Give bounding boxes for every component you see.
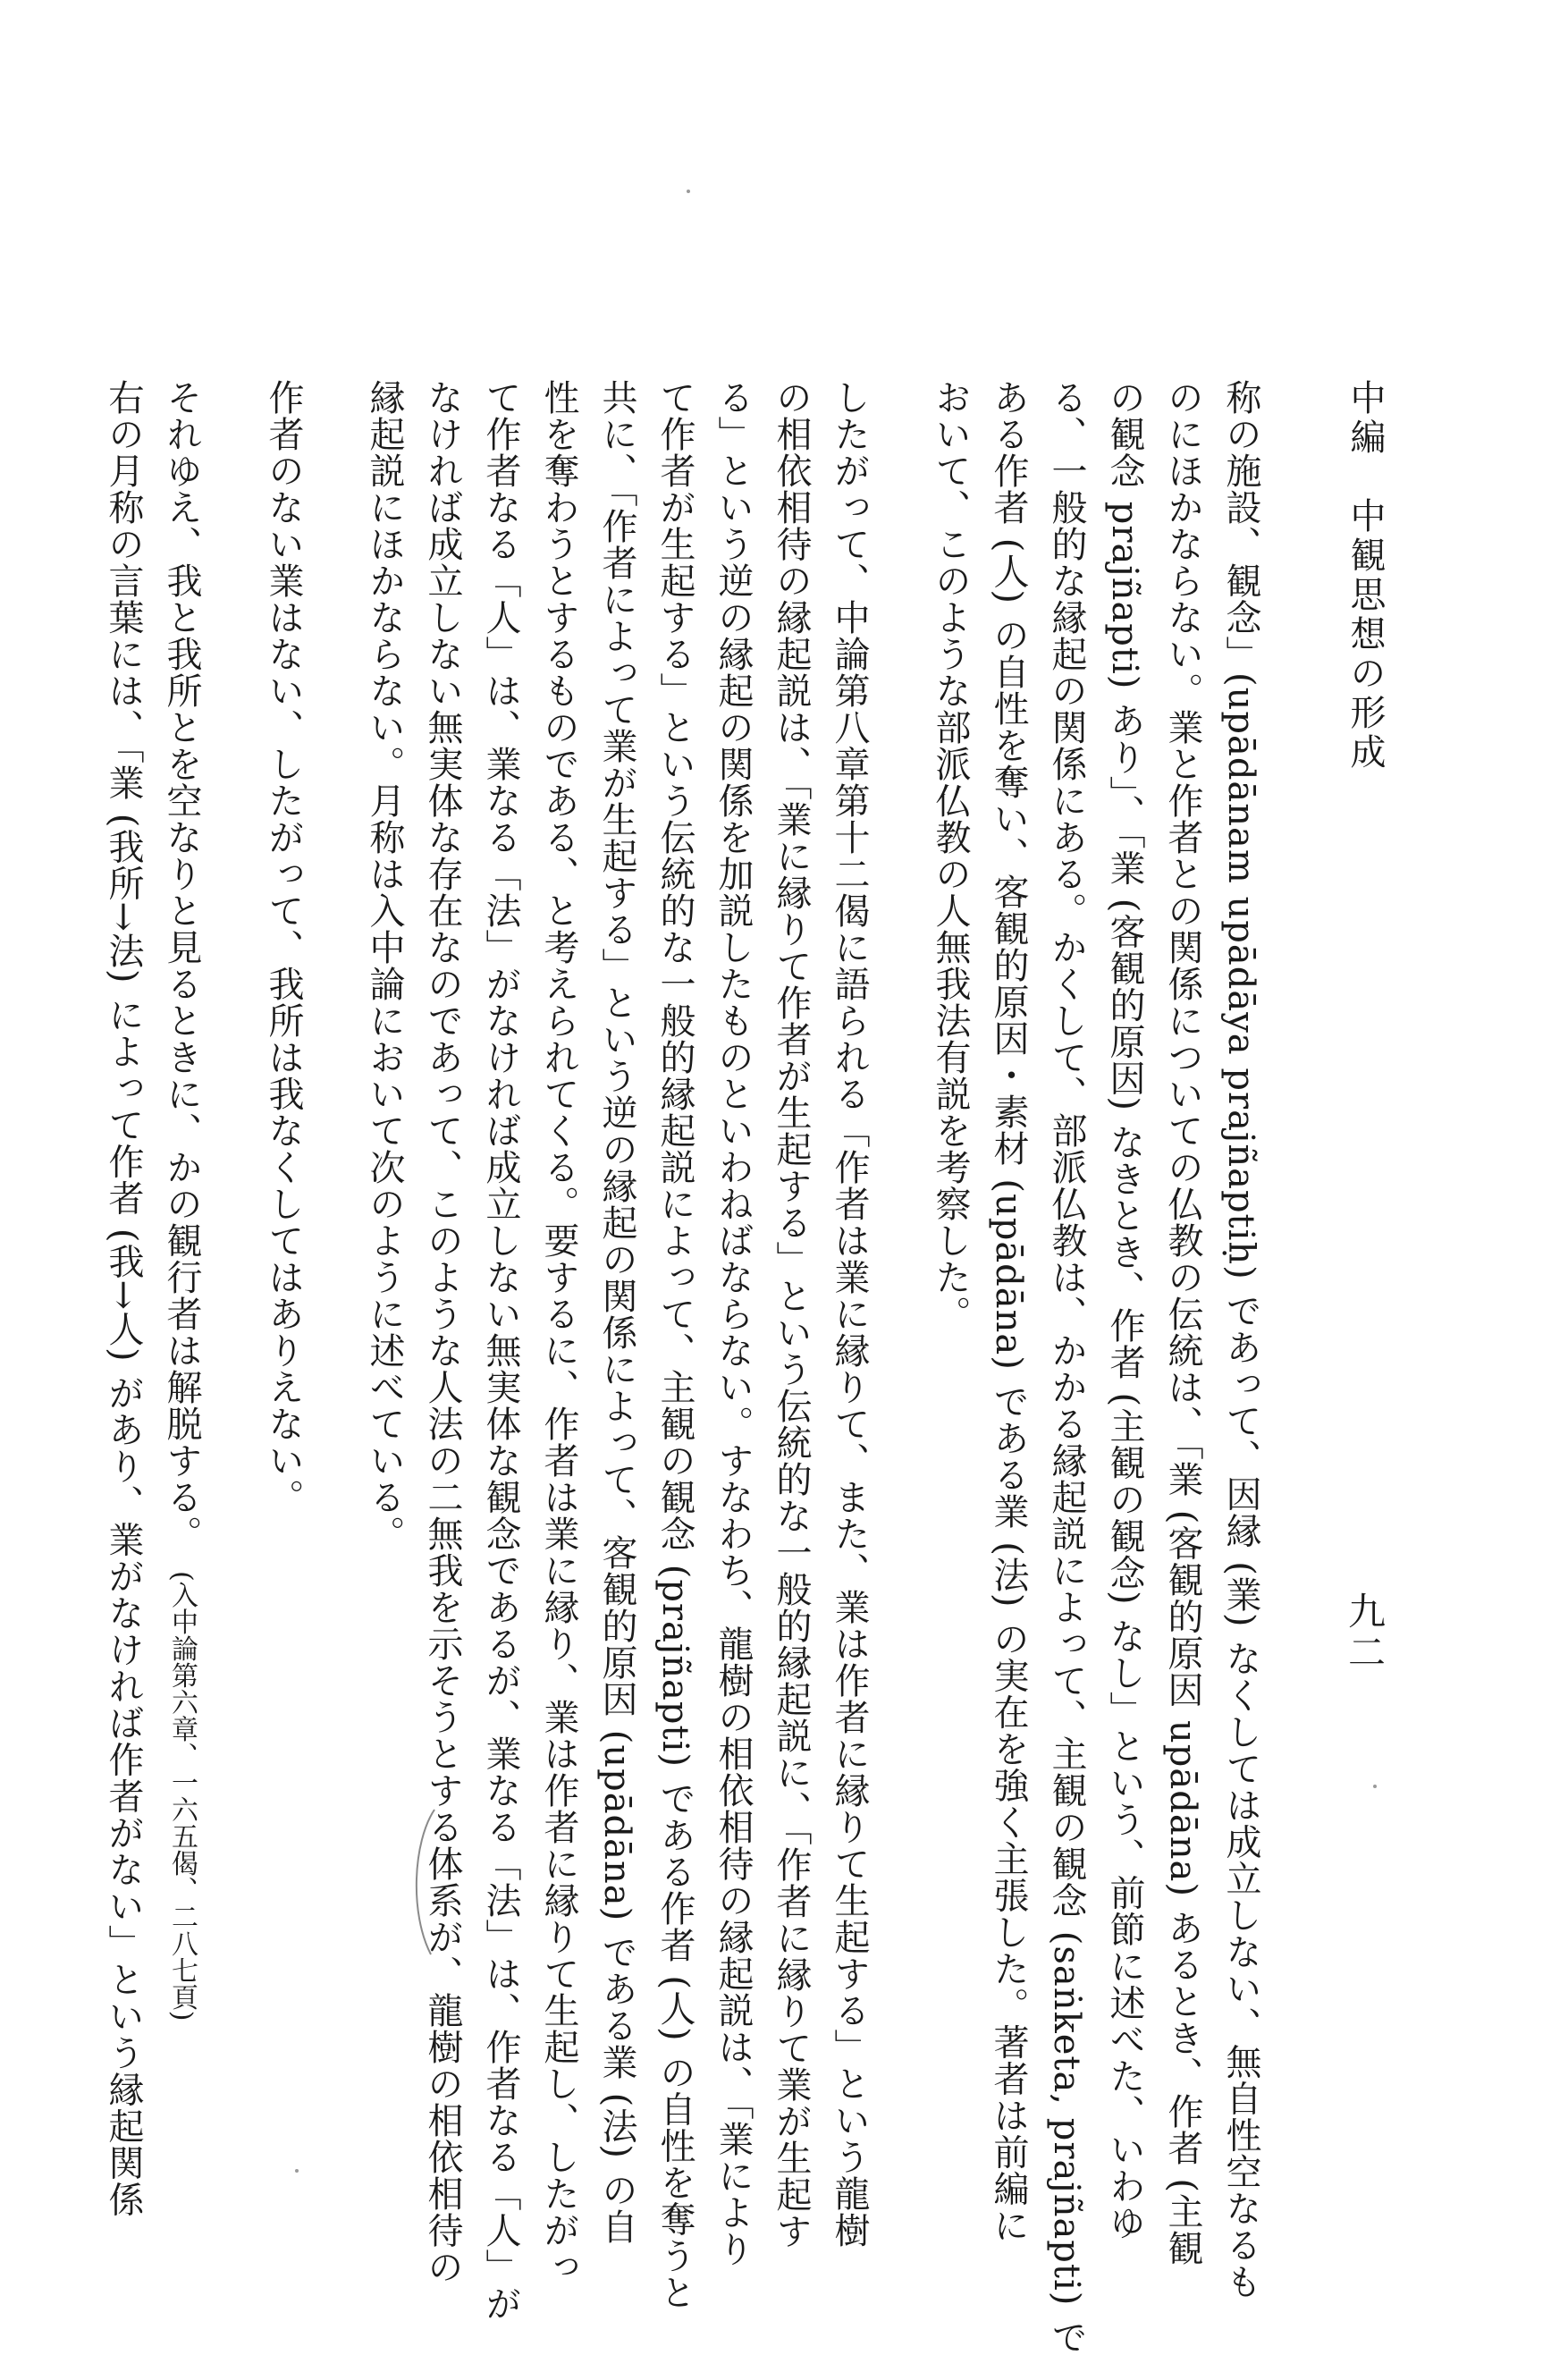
text-line: なければ成立しない無実体な存在なのであって、このような人法の二無我を示そうとする体系が、龍樹の相依相待の — [422, 379, 463, 2285]
text-line: 共に、「作者によって業が生起する」という逆の縁起の関係によって、客観的原因 (upādāna) である業 (法) の自 — [596, 379, 637, 2245]
text-line: の観念 prajñapti) あり」、「業 (客観的原因) なきとき、作者 (主観の観念) なし」という、前節に述べた、いわゆ — [1104, 379, 1145, 2241]
text-line: のにほかならない。業と作者との関係についての仏教の伝統は、「業 (客観的原因 upādāna) あるとき、作者 (主観 — [1162, 379, 1203, 2266]
text-line: る、一般的な縁起の関係にある。かくして、部派仏教は、かかる縁起説によって、主観の観念 (saṅketa, prajñapti) で — [1046, 379, 1087, 2355]
body-text — [103, 379, 1269, 2355]
text-line: ある作者 (人) の自性を奪い、客観的原因・素材 (upādāna) である業 (法) の実在を強く主張した。著者は前編に — [988, 379, 1029, 2244]
speck — [295, 2169, 299, 2173]
pencil-bracket-mark — [404, 1806, 440, 1958]
quote-line: 作者のない業はない、したがって、我所は我なくしてはありえない。 — [263, 379, 304, 1515]
text-line: て作者が生起する」という伝統的な一般的縁起説によって、主観の観念 (prajñapti) である作者 (人) の自性を奪うと — [654, 379, 695, 2311]
quote-line — [152, 379, 254, 2042]
text-line: したがって、中論第八章第十二偈に語られる「作者は業に縁りて、また、業は作者に縁りて生起する」という龍樹 — [829, 379, 870, 2249]
text-line: 右の月称の言葉には、「業 (我所→法) によって作者 (我→人) があり、業がなければ作者がない」という縁起関係 — [103, 379, 144, 2218]
page-number: 九二 — [1343, 1591, 1387, 1674]
text-line: 性を奪わうとするものである、と考えられてくる。要するに、作者は業に縁り、業は作者に縁りて生起し、したがっ — [538, 379, 579, 2285]
speck — [687, 190, 690, 193]
text-line: る」という逆の縁起の関係を加説したものといわねばならない。すなわち、龍樹の相依相待の縁起説は、「業により — [712, 379, 754, 2267]
text-line: の相依相待の縁起説は、「業に縁りて作者が生起する」という伝統的な一般的縁起説に、「作者に縁りて業が生起す — [771, 379, 812, 2249]
text-line: て作者なる「人」は、業なる「法」がなければ成立しない無実体な観念であるが、業なる「法」は、作者なる「人」が — [480, 379, 521, 2322]
citation: (入中論第六章、一六五偈、二八七頁) — [166, 1571, 198, 2022]
text-line: 称の施設、観念」(upādānam upādāya prajñaptiḥ) であって、因縁 (業) なくしては成立しない、無自性空なるも — [1220, 379, 1261, 2300]
speck — [1373, 1785, 1377, 1788]
text-line: 縁起説にほかならない。月称は入中論において次のように述べている。 — [364, 379, 405, 1552]
running-head: 中編 中観思想の形成 — [1345, 379, 1386, 772]
quote-text: それゆえ、我と我所とを空なりと見るときに、かの観行者は解脱する。 — [161, 379, 202, 1534]
text-line: おいて、このような部派仏教の人無我法有説を考察した。 — [930, 379, 971, 1332]
